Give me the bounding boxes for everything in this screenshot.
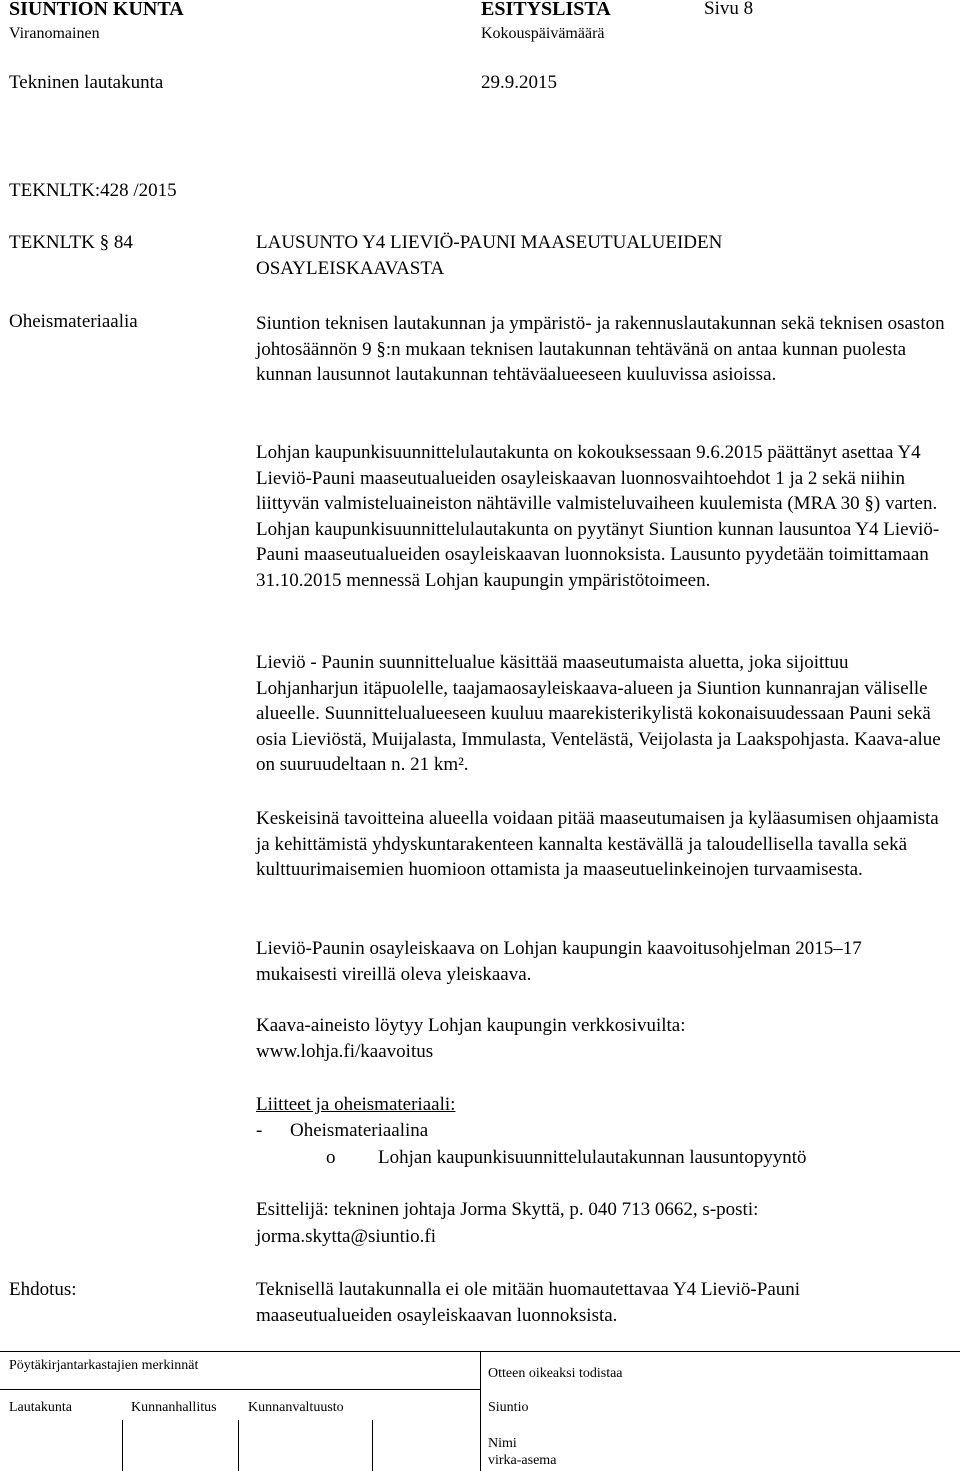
proposal-label: Ehdotus: [9,1279,77,1300]
web-text: Kaava-aineisto löytyy Lohjan kaupungin verkkosivuilta: [256,1015,686,1036]
doc-type: ESITYSLISTA [481,0,611,20]
footer-name: Nimi [488,1436,517,1451]
footer-title: virka-asema [488,1453,557,1468]
attachments-bullet: o [326,1147,336,1168]
attachment-label: Oheismateriaalia [9,311,138,332]
footer-divider-2 [238,1420,239,1471]
proposal-line1: Teknisellä lautakunnalla ei ole mitään huomautettavaa Y4 Lieviö-Pauni [256,1279,801,1300]
reference-number: TEKNLTK:428 /2015 [9,180,177,201]
footer-divider-1 [122,1420,123,1471]
page-number: Sivu 8 [704,0,754,19]
footer-certified: Otteen oikeaksi todistaa [488,1366,623,1381]
footer-kunnanhallitus: Kunnanhallitus [131,1400,217,1415]
web-link[interactable]: www.lohja.fi/kaavoitus [256,1041,434,1062]
authority-label: Viranomainen [9,25,100,42]
footer-kunnanvaltuusto: Kunnanvaltuusto [248,1400,344,1415]
section-title-line1: LAUSUNTO Y4 LIEVIÖ-PAUNI MAASEUTUALUEIDEN [256,232,723,253]
org-name: SIUNTION KUNTA [9,0,184,20]
presenter-email[interactable]: jorma.skytta@siuntio.fi [256,1226,437,1247]
attachments-heading: Liitteet ja oheismateriaali: [256,1094,456,1115]
presenter-line1: Esittelijä: tekninen johtaja Jorma Skyttä, p. 040 713 0662, s-posti: [256,1199,759,1220]
footer-reviewers: Pöytäkirjantarkastajien merkinnät [9,1358,199,1373]
paragraph-goals: Keskeisinä tavoitteina alueella voidaan pitää maaseutumaisen ja kyläasumisen ohjaamista ja kehittämistä yhdyskuntarakenteen kannalta kestävällä ja taloudellisella tavalla sekä kulttuurimaisemien huomioon ottamista ja maaseutuelinkeinojen turvaamisesta. [256,808,939,881]
footer-siuntio: Siuntio [488,1400,529,1415]
paragraph-request: Lohjan kaupunkisuunnittelulautakunta on kokouksessaan 9.6.2015 päättänyt asettaa Y4 Lieviö-Pauni maaseutualueiden osayleiskaavan luonnosvaihtoehdot 1 ja 2 sekä niihin liittyvän valmisteluaineiston nähtäville valmisteluvaiheen kuulemista (MRA 30 §) varten. Lohjan kaupunkisuunnittelulautakunta on pyytänyt Siuntion kunnan lausuntoa Y4 Lieviö-Pauni maaseutualueiden osayleiskaavan luonnoksista. Lausunto pyydetään toimittamaan 31.10.2015 mennessä Lohjan kaupungin ympäristötoimeen. [256,442,940,591]
footer-divider-3 [372,1420,373,1471]
attachments-item: Oheismateriaalina [290,1120,429,1141]
paragraph-area: Lieviö - Paunin suunnittelualue käsittää maaseutumaista aluetta, joka sijoittuu Lohjanharjun itäpuolelle, taajamaosayleiskaava-alueen ja Siuntion kunnanrajan väliselle alueelle. Suunnittelualueeseen kuuluu maarekisterikylistä kokonaisuudessaan Pauni sekä osia Lieviöstä, Muijalasta, Immulasta, Ventelästä, Veijolasta ja Laakspohjasta. Kaava-alue on suuruudeltaan n. 21 km². [256,652,941,776]
section-title-line2: OSAYLEISKAAVASTA [256,258,445,279]
section-number: TEKNLTK § 84 [9,232,133,253]
date-label: Kokouspäivämäärä [481,25,605,42]
meeting-date: 29.9.2015 [481,72,557,93]
paragraph-status: Lieviö-Paunin osayleiskaava on Lohjan kaupungin kaavoitusohjelman 2015–17 mukaisesti vireillä oleva yleiskaava. [256,938,862,985]
proposal-line2: maaseutualueiden osayleiskaavan luonnoksista. [256,1305,618,1326]
attachments-dash: - [256,1120,263,1141]
footer-lautakunta: Lautakunta [9,1400,72,1415]
authority: Tekninen lautakunta [9,72,164,93]
paragraph-jurisdiction: Siuntion teknisen lautakunnan ja ympäristö- ja rakennuslautakunnan sekä teknisen osaston johtosäännön 9 §:n mukaan teknisen lautakunnan tehtävänä on antaa kunnan puolesta kunnan lausunnot lautakunnan tehtäväalueeseen kuuluvissa asioissa. [256,313,945,386]
footer-mid-line [0,1389,480,1390]
attachments-subitem: Lohjan kaupunkisuunnittelulautakunnan lausuntopyyntö [378,1147,807,1168]
footer-divider-center [480,1351,481,1471]
